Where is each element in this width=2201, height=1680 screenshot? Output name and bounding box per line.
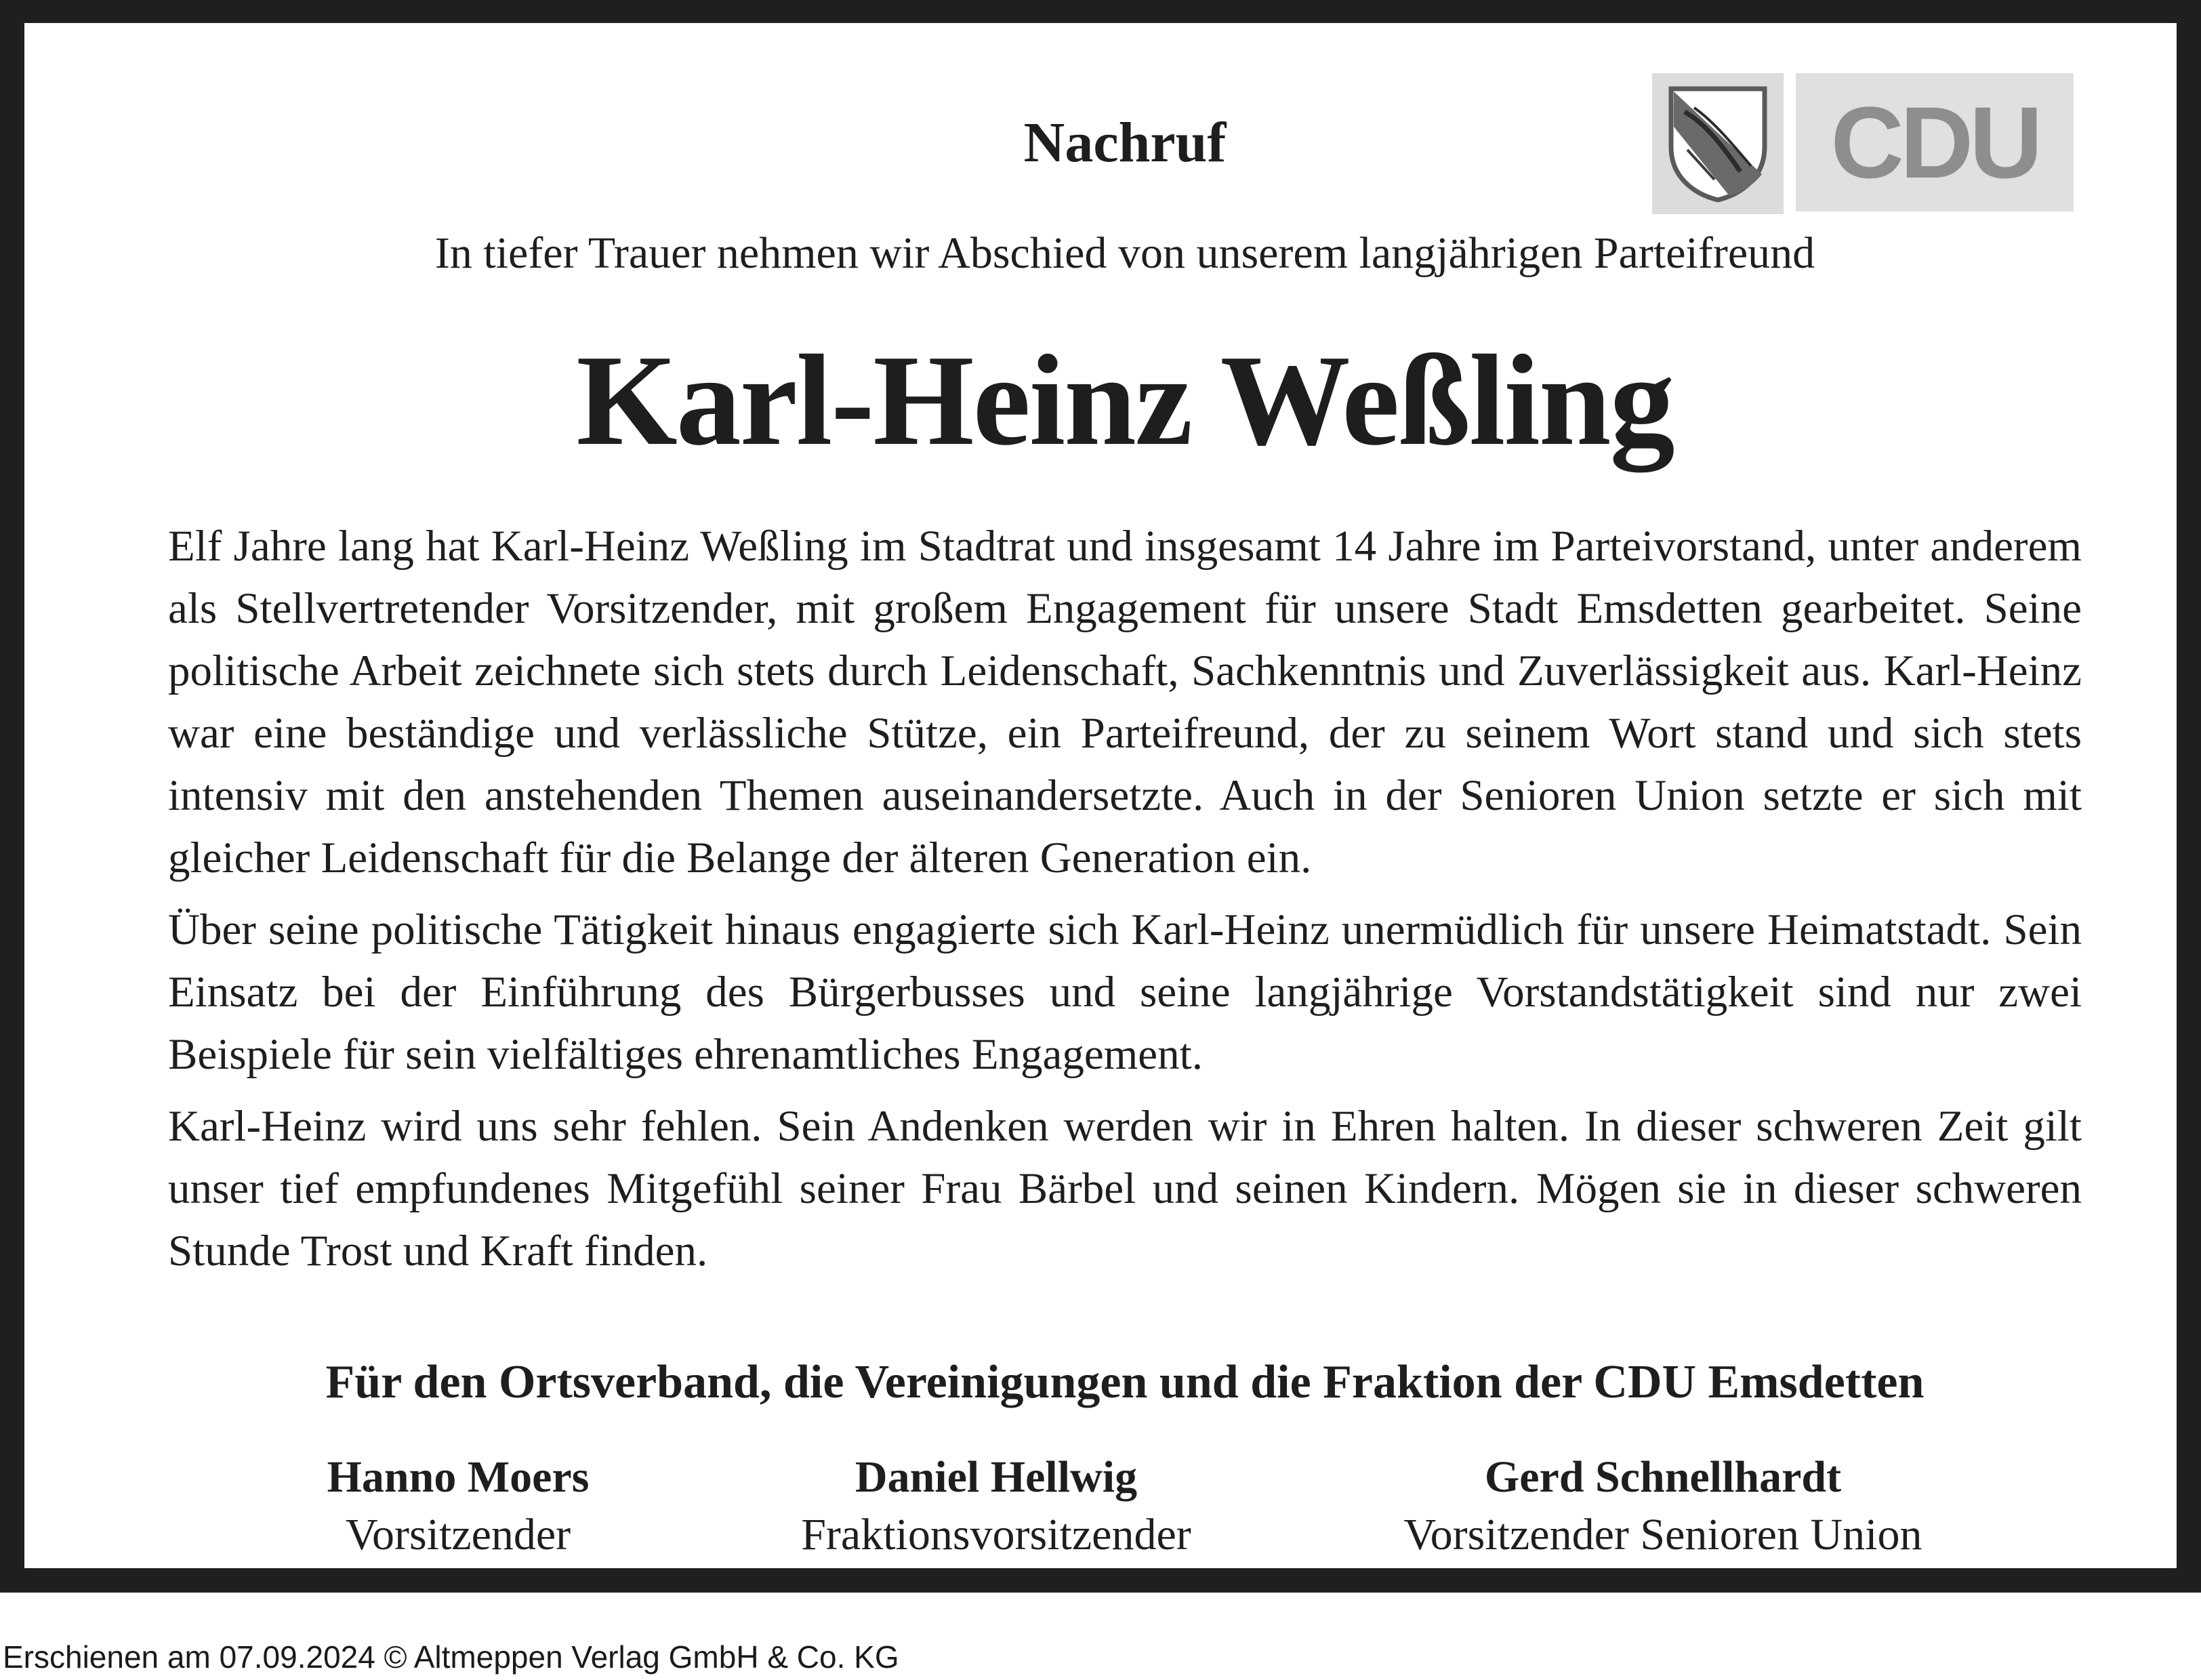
- deceased-name: Karl-Heinz Weßling: [576, 328, 1674, 472]
- signatory-name: Gerd Schnellhardt: [1484, 1452, 1842, 1502]
- signatory: [187, 1450, 729, 1565]
- signatories: [24, 1450, 2201, 1586]
- paragraph: Über seine politische Tätigkeit hinaus engagierte sich Karl-Heinz unermüdlich für unsere Heimatstadt. Sein Einsatz bei der Einführung des Bürgerbusses und seine langjährige Vorstandstätigkeit sind nur zwei Beispiele für sein vielfältiges ehrenamtliches Engagement.: [168, 905, 2082, 1079]
- signatory: [1324, 1450, 2002, 1565]
- signatory-role: Vorsitzender: [345, 1510, 571, 1559]
- signatory-role: Vorsitzender Senioren Union: [1403, 1510, 1922, 1559]
- intro-line: In tiefer Trauer nehmen wir Abschied von unserem langjährigen Parteifreund: [434, 228, 1815, 278]
- obituary-body: [168, 515, 2082, 1292]
- publication-footer: Erschienen am 07.09.2024 © Altmeppen Verlag GmbH & Co. KG: [3, 1639, 899, 1675]
- signatory-heading: Für den Ortsverband, die Vereinigungen und die Fraktion der CDU Emsdetten: [325, 1356, 1925, 1408]
- signatory: [725, 1450, 1267, 1565]
- cdu-logo-text: CDU: [1830, 85, 2039, 199]
- heading-nachruf: Nachruf: [1023, 111, 1227, 174]
- signatory-name: Daniel Hellwig: [855, 1452, 1138, 1502]
- paragraph: Karl-Heinz wird uns sehr fehlen. Sein Andenken werden wir in Ehren halten. In dieser schweren Zeit gilt unser tief empfundenes Mitgefühl seiner Frau Bärbel und seinen Kindern. Mögen sie in dieser schweren Stunde Trost und Kraft finden.: [168, 1102, 2082, 1275]
- paragraph: Elf Jahre lang hat Karl-Heinz Weßling im Stadtrat und insgesamt 14 Jahre im Parteivorstand, unter anderem als Stellvertretender Vorsitzender, mit großem Engagement für unsere Stadt Emsdetten gearbeitet. Seine politische Arbeit zeichnete sich stets durch Leidenschaft, Sachkenntnis und Zuverlässigkeit aus. Karl-Heinz war eine beständige und verlässliche Stütze, ein Parteifreund, der zu seinem Wort stand und sich stets intensiv mit den anstehenden Themen auseinandersetzte. Auch in der Senioren Union setzte er sich mit gleicher Leidenschaft für die Belange der älteren Generation ein.: [168, 522, 2082, 882]
- signatory-role: Fraktionsvorsitzender: [801, 1510, 1191, 1559]
- signatory-name: Hanno Moers: [327, 1452, 590, 1502]
